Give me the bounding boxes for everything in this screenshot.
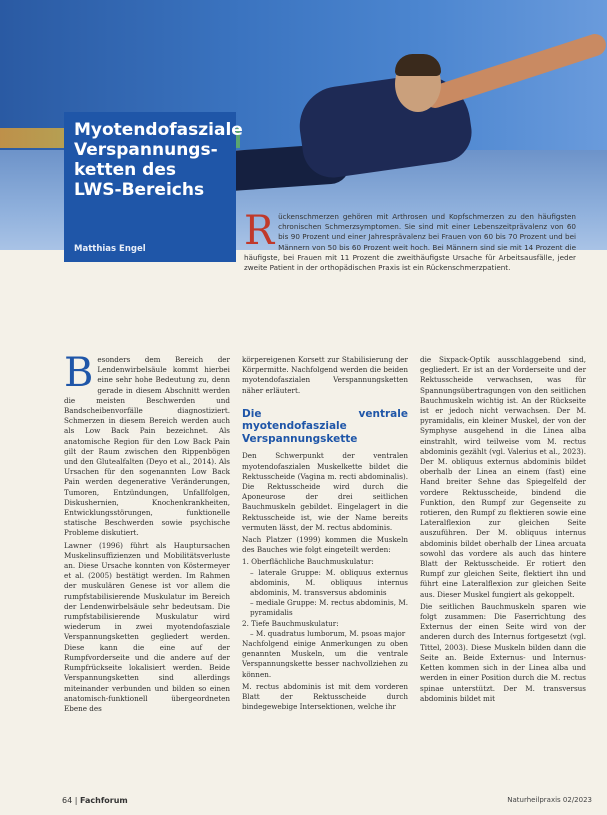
list-2-title: 2. Tiefe Bauchmuskulatur: [242,618,339,628]
column-3 [420,355,586,706]
page-footer [62,796,592,810]
col2-paragraph-4: Nachfolgend einige Anmerkungen zu oben genannten Muskeln, um die ventrale Verspannungskette besser nachvollziehen zu können. [242,638,408,679]
col1-dropcap: B [64,350,94,396]
list-1-item-b: – mediale Gruppe: M. rectus abdominis, M. pyramidalis [250,598,408,618]
col1-paragraph-1 [64,350,230,539]
col2-paragraph-5: M. rectus abdominis ist mit dem vorderen Blatt der Rektusscheide durch bindegewebige Intersektionen, welche ihr [242,681,408,712]
footer-left [62,796,128,805]
lead-text: ückenschmerzen gehören mit Arthrosen und Kopfschmerzen zu den häufigsten chronischen Schmerzsymptomen. Sie sind mit einer Lebenszeitprävalenz von 60 bis 90 Prozent und einer Jahresprävalenz bei Frauen von 60 bis 70 Prozent und bei Männern von 50 bis 60 Prozent weit hoch. Bei Männern sind sie mit 14 Prozent die häufigste, bei Frauen mit 11 Prozent die zweithäufigste Ursache für Arbeitsausfälle, jeder zweite Patient in der orthopädischen Praxis ist ein Rückenschmerzpatient. [244,212,576,273]
footer-publication: Naturheilpraxis 02/2023 [507,796,592,804]
col2-paragraph-1: körpereigenen Korsett zur Stabilisierung der Körpermitte. Nachfolgend werden die beiden myotendofaszialen Verspannungsketten näher erläutert. [242,355,408,395]
col1-text-1: esonders dem Bereich der Lendenwirbelsäule kommt hierbei eine sehr hohe Bedeutung zu, denn gerade in diesem Abschnitt werden die meisten Beschwerden und Bandscheibenvorfälle diagnostiziert. Schmerzen in diesem Bereich werden auch als Low Back Pain bezeichnet. Als anatomische Region für den Low Back Pain gilt der Raum zwischen den Rippenbögen und den Glutealfalten (Deyo et al., 2014). Als Ursachen für den sogenannten Low Back Pain werden degenerative Veränderungen, Tumoren, Entzündungen, Unfallfolgen, Diskushernien, Knochenkrankheiten, Entwicklungsstörungen, funktionelle statische Beschwerden sowie psychische Probleme diskutiert. [64,355,230,538]
article-author: Matthias Engel [74,244,146,254]
col3-paragraph-2: Die seitlichen Bauchmuskeln sparen wie folgt zusammen: Die Faserrichtung des Externus der einen Seite wird von der anderen durch des Internus fortgesetzt (vgl. Tittel, 2003). Diese Muskeln bilden dann die Seite an. Beide Externus- und Internus-Ketten kommen sich in der Linea alba und werden in einer Position durch die M. rectus spinae unterstützt. Der M. transversus abdominis bildet mit [420,601,586,703]
col3-paragraph-1: die Sixpack-Optik ausschlaggebend sind, gegliedert. Er ist an der Vorderseite und der Rektusscheide verwachsen, was für Spannungsübertragungen von den seitlichen Bauchmuskeln wichtig ist. An der Rückseite ist er jedoch nicht verwachsen. Der M. pyramidalis, ein kleiner Muskel, der von der Symphyse ausgehend in die Linea alba einstrahlt, wird teilweise vom M. rectus abdominis gezählt (vgl. Valerius et al., 2023). Der M. obliquus externus abdominis bildet oberhalb der Linea an einem (fast) eine Hand breiter Sehne das Spiegelfeld der vordere Rektusscheide, bindend die Funktion, den Rumpf zur Gegenseite zu rotieren, den Rumpf zu flektieren sowie eine Lateralflexion zur gleichen Seite auszuführen. Der M. obliquus internus abdominis bildet oberhalb der Linea arcuata sowohl das vordere als auch das hintere Blatt der Rektusscheide. Er rotiert den Rumpf zur gleichen Seite, flektiert ihn und führt eine Lateralflexion zur gleichen Seite aus. Dieser Muskel fungiert als gekoppelt. [420,355,586,599]
section-heading: Die ventrale myotendofasziale Verspannungskette [242,407,408,445]
list-1-item-a: – laterale Gruppe: M. obliquus externus abdominis, M. obliquus internus abdominis, M. transversus abdominis [250,567,408,597]
photo-person-hair [395,54,441,76]
lead-dropcap: R [244,208,275,254]
col2-paragraph-2: Den Schwerpunkt der ventralen myotendofaszialen Muskelkette bildet die Rektusscheide (Vagina m. recti abdominalis). Die Rektusscheide wird durch die Aponeurose der drei seitlichen Bauchmuskeln gebildet. Eingelagert in die Rektusscheide ist, wie der Name bereits vermuten lässt, der M. rectus abdominis. [242,451,408,532]
col2-paragraph-3: Nach Platzer (1999) kommen die Muskeln des Bauches wie folgt eingeteilt werden: [242,534,408,555]
column-2 [242,355,408,714]
column-1 [64,350,230,716]
list-1-title: 1. Oberflächliche Bauchmuskulatur: [242,557,374,567]
footer-separator: | [74,796,80,805]
title-box [64,112,243,262]
page-number: 64 [62,796,73,805]
list-2-item-a: – M. quadratus lumborum, M. psoas major [250,628,406,638]
col1-paragraph-2: Lawner (1996) führt als Hauptursachen Muskelinsuffizienzen und Mobilitätsverluste an. Diese Ursache konnten von Köstermeyer et al. (2005) bestätigt werden. Im Rahmen der muskulären Genese ist vor allem die rumpfstabilisierende Muskulatur im Bereich der Lendenwirbelsäule sehr bedeutsam. Die rumpfstabilisierende Muskulatur wird wiederum in zwei myotendofasziale Verspannungsketten gegliedert werden. Diese kann die eine auf der Rumpfvorderseite und die andere auf der Rumpfrückseite lokalisiert werden. Beide Verspannungsketten sind allerdings miteinander verbunden und bilden so einen anatomisch-funktionell übergeordneten Ebene des [64,540,230,713]
lead-paragraph [244,208,576,273]
footer-section: Fachforum [79,796,128,805]
article-title: Myotendofasziale Verspannungs-ketten des LWS-Bereichs [74,120,243,200]
